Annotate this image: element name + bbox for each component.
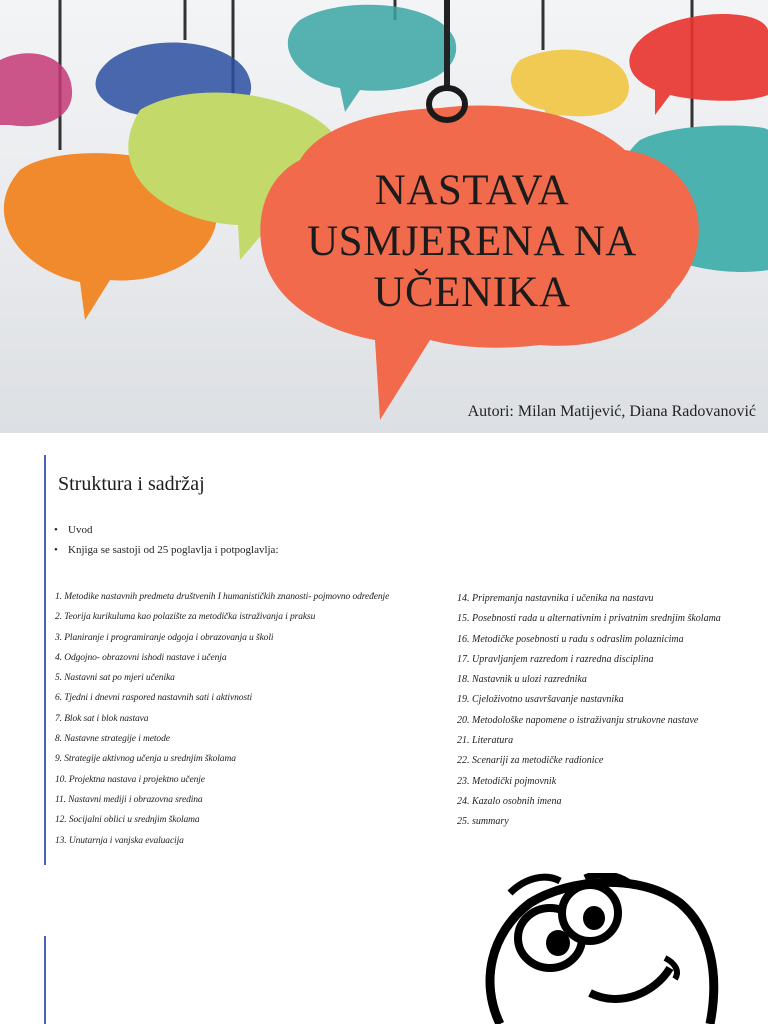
- chapter-item: 17. Upravljanjem razredom i razredna disciplina: [457, 653, 654, 665]
- list-item: • Uvod: [54, 522, 279, 542]
- chapter-item: 19. Cjeloživotno usavršavanje nastavnika: [457, 694, 624, 706]
- cover-title-line: NASTAVA: [374, 167, 570, 214]
- chapter-item: 4. Odgojno- obrazovni ishodi nastave i učenja: [55, 652, 227, 663]
- chapter-item: 3. Planiranje i programiranje odgoja i obrazovanja u školi: [55, 632, 274, 643]
- chapter-item: 23. Metodički pojmovnik: [457, 775, 557, 787]
- chapter-item: 25. summary: [457, 816, 509, 828]
- chapter-item: 10. Projektna nastava i projektno učenje: [55, 774, 205, 785]
- chapter-item: 9. Strategije aktivnog učenja u srednjim školama: [55, 754, 236, 765]
- cover-title-line: UČENIKA: [373, 269, 571, 316]
- chapter-list-left: [55, 590, 389, 854]
- chapter-item: 1. Metodike nastavnih predmeta društvenih I humanističkih znanosti- pojmovno određenje: [55, 592, 390, 602]
- smiley-face-icon: [470, 873, 768, 1024]
- chapter-item: 8. Nastavne strategije i metode: [55, 734, 170, 745]
- accent-bar: [44, 455, 46, 865]
- authors: Autori: Milan Matijević, Diana Radovanović: [467, 403, 756, 420]
- intro-bullets: [54, 522, 279, 562]
- chapter-item: 20. Metodološke napomene o istraživanju strukovne nastave: [457, 714, 699, 726]
- chapter-item: 2. Teorija kurikuluma kao polazište za metodička istraživanja i praksu: [55, 612, 316, 623]
- chapter-item: 24. Kazalo osobnih imena: [457, 795, 562, 807]
- chapter-item: 7. Blok sat i blok nastava: [55, 713, 149, 724]
- chapter-item: 16. Metodičke posebnosti u radu s odraslim polaznicima: [457, 633, 684, 645]
- chapter-item: 18. Nastavnik u ulozi razrednika: [457, 674, 587, 686]
- chapter-item: 6. Tjedni i dnevni raspored nastavnih sati i aktivnosti: [55, 693, 253, 704]
- chapter-item: 21. Literatura: [457, 735, 514, 747]
- chapter-item: 5. Nastavni sat po mjeri učenika: [55, 673, 175, 684]
- cover-title: [270, 165, 674, 318]
- chapter-item: 13. Unutarnja i vanjska evaluacija: [55, 835, 184, 846]
- chapter-item: 22. Scenariji za metodičke radionice: [457, 755, 604, 767]
- accent-bar: [44, 936, 46, 1024]
- chapter-list-right: [457, 592, 721, 836]
- chapter-item: 14. Pripremanja nastavnika i učenika na nastavu: [457, 593, 654, 604]
- list-item: • Knjiga se sastoji od 25 poglavlja i potpoglavlja:: [54, 542, 279, 562]
- chapter-item: 12. Socijalni oblici u srednjim školama: [55, 815, 200, 826]
- chapter-item: 11. Nastavni mediji i obrazovna sredina: [55, 794, 203, 805]
- cover-title-line: USMJERENA NA: [307, 218, 637, 265]
- cover-slide: [0, 0, 768, 433]
- chapter-item: 15. Posebnosti rada u alternativnim i privatnim srednjim školama: [457, 613, 721, 625]
- contents-heading: Struktura i sadržaj: [58, 473, 205, 495]
- contents-slide: [0, 433, 768, 1024]
